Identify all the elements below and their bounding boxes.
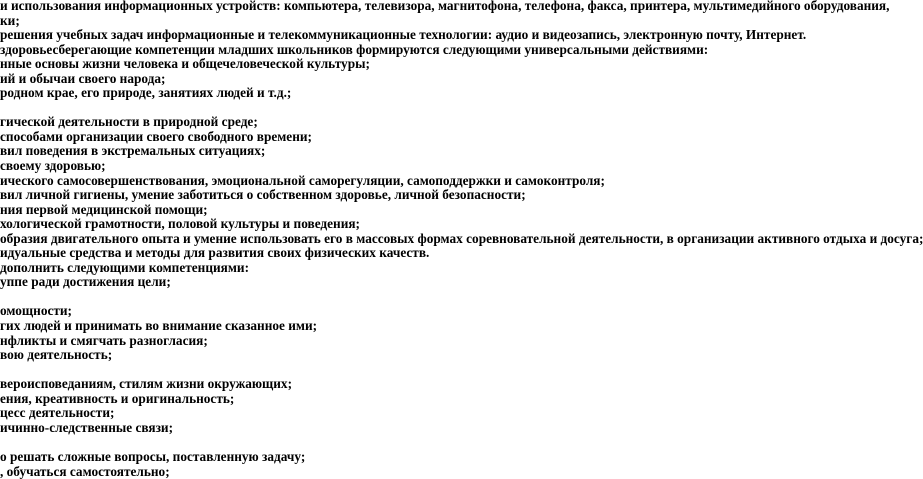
text-line: нфликты и смягчать разногласия; xyxy=(0,334,923,349)
text-line: гих людей и принимать во внимание сказанное ими; xyxy=(0,319,923,334)
text-line: своему здоровью; xyxy=(0,159,923,174)
text-line: ния первой медицинской помощи; xyxy=(0,203,923,218)
text-line: ий и обычаи своего народа; xyxy=(0,72,923,87)
text-line: способами организации своего свободного времени; xyxy=(0,130,923,145)
text-line: родном крае, его природе, занятиях людей и т.д.; xyxy=(0,86,923,101)
text-line: ичинно-следственные связи; xyxy=(0,421,923,436)
text-line: ического самосовершенствования, эмоциональной саморегуляции, самоподдержки и самоконтроля; xyxy=(0,174,923,189)
text-line: омощности; xyxy=(0,304,923,319)
text-line: хологической грамотности, половой культуры и поведения; xyxy=(0,217,923,232)
blank-line xyxy=(0,101,923,116)
text-line: вою деятельность; xyxy=(0,348,923,363)
text-line: решения учебных задач информационные и телекоммуникационные технологии: аудио и видеозапись, электронную почту, Интернет. xyxy=(0,28,923,43)
text-line: вероисповеданиям, стилям жизни окружающих; xyxy=(0,377,923,392)
text-line: гической деятельности в природной среде; xyxy=(0,115,923,130)
blank-line xyxy=(0,290,923,305)
text-line: дополнить следующими компетенциями: xyxy=(0,261,923,276)
text-line: идуальные средства и методы для развития своих физических качеств. xyxy=(0,246,923,261)
text-line: цесс деятельности; xyxy=(0,406,923,421)
text-line: уппе ради достижения цели; xyxy=(0,275,923,290)
text-line: ки; xyxy=(0,14,923,29)
text-line: и использования информационных устройств: компьютера, телевизора, магнитофона, телефона, факса, принтера, мультимедийного оборудования, xyxy=(0,0,923,14)
text-line: здоровьесберегающие компетенции младших школьников формируются следующими универсальными действиями: xyxy=(0,43,923,58)
text-line: образия двигательного опыта и умение использовать его в массовых формах соревновательной деятельности, в организации активного отдыха и досуга; xyxy=(0,232,923,247)
text-line: о решать сложные вопросы, поставленную задачу; xyxy=(0,450,923,465)
text-line: , обучаться самостоятельно; xyxy=(0,465,923,479)
text-line: вил личной гигиены, умение заботиться о собственном здоровье, личной безопасности; xyxy=(0,188,923,203)
text-line: ения, креативность и оригинальность; xyxy=(0,392,923,407)
blank-line xyxy=(0,363,923,378)
text-line: нные основы жизни человека и общечеловеческой культуры; xyxy=(0,57,923,72)
text-line: вил поведения в экстремальных ситуациях; xyxy=(0,144,923,159)
blank-line xyxy=(0,435,923,450)
